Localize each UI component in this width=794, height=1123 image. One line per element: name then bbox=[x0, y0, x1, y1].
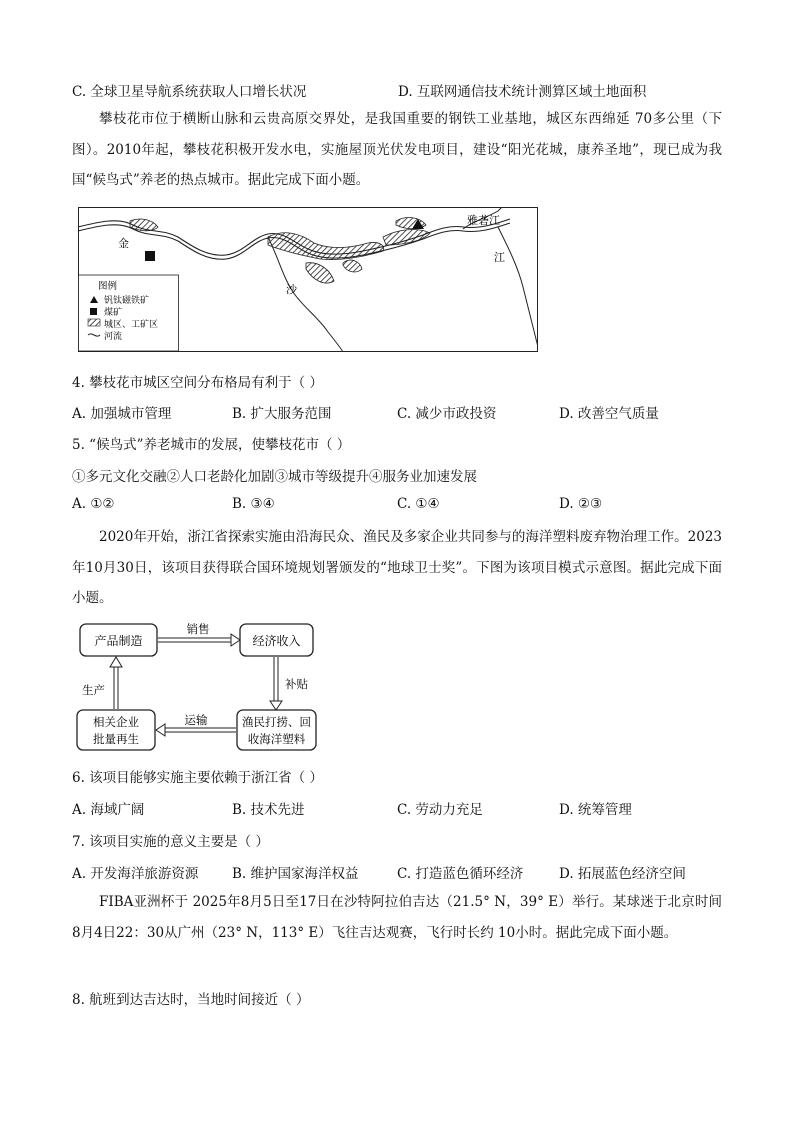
question-7-options bbox=[72, 862, 722, 882]
q7-option-c[interactable]: C. 打造蓝色循环经济 bbox=[397, 866, 524, 882]
arrow-produce bbox=[110, 657, 122, 709]
question-5-statements: ①多元文化交融②人口老龄化加剧③城市等级提升④服务业加速发展 bbox=[72, 469, 477, 485]
legend-item-coal: 煤矿 bbox=[104, 308, 123, 318]
q6-option-d[interactable]: D. 统筹管理 bbox=[559, 802, 632, 818]
legend-title: 图例 bbox=[98, 281, 118, 292]
q5-option-b[interactable]: B. ③④ bbox=[232, 496, 275, 512]
passage-panzhihua: 攀枝花市位于横断山脉和云贵高原交界处，是我国重要的钢铁工业基地，城区东西绵延 70多公里（下图）。2010年起，攀枝花积极开发水电，实施屋顶光伏发电项目，建设“阳光花城，康养圣地”，现已成为我国“候鸟式”养老的热点城市。据此完成下面小题。 bbox=[72, 111, 722, 188]
question-6-options bbox=[72, 798, 722, 818]
arrow-transport-label: 运输 bbox=[184, 713, 208, 727]
arrow-sell-label: 销售 bbox=[186, 622, 210, 636]
legend-item-urban: 城区、工矿区 bbox=[104, 320, 159, 330]
legend-hatch-icon bbox=[88, 319, 100, 326]
question-8-stem: 8. 航班到达吉达时，当地时间接近（ ） bbox=[72, 992, 310, 1008]
passage-fiba: FIBA亚洲杯于 2025年8月5日至17日在沙特阿拉伯吉达（21.5° N，39° E）举行。某球迷于北京时间8月4日22：30从广州（23° N，113° E）飞往吉达观赛，飞行时长约 10小时。据此完成下面小题。 bbox=[72, 894, 722, 941]
project-model-flowchart bbox=[76, 618, 336, 756]
q6-option-b[interactable]: B. 技术先进 bbox=[232, 802, 305, 818]
question-5-options bbox=[72, 496, 722, 516]
box-product-manufacturing-label: 产品制造 bbox=[94, 634, 143, 648]
label-jin: 金 bbox=[118, 237, 129, 250]
question-6-stem: 6. 该项目能够实施主要依赖于浙江省（ ） bbox=[72, 770, 323, 786]
question-7-stem: 7. 该项目实施的意义主要是（ ） bbox=[72, 834, 269, 850]
legend-item-ore: 钒钛磁铁矿 bbox=[104, 296, 150, 306]
legend-square-icon bbox=[90, 308, 97, 315]
box-enterprise-regeneration-line2: 批量再生 bbox=[93, 732, 139, 746]
q4-option-a[interactable]: A. 加强城市管理 bbox=[72, 406, 172, 422]
q6-option-a[interactable]: A. 海域广阔 bbox=[72, 802, 145, 818]
q4-option-c[interactable]: C. 减少市政投资 bbox=[397, 406, 497, 422]
arrow-subsidy bbox=[270, 657, 282, 710]
q7-option-a[interactable]: A. 开发海洋旅游资源 bbox=[72, 866, 199, 882]
coal-mine bbox=[145, 251, 155, 261]
question-4-stem: 4. 攀枝花市城区空间分布格局有利于（ ） bbox=[72, 375, 323, 391]
box-economic-income-label: 经济收入 bbox=[252, 634, 301, 648]
q4-option-d[interactable]: D. 改善空气质量 bbox=[559, 406, 659, 422]
q5-option-a[interactable]: A. ①② bbox=[72, 496, 115, 512]
q7-option-b[interactable]: B. 维护国家海洋权益 bbox=[232, 866, 359, 882]
option-c: C. 全球卫星导航系统获取人口增长状况 bbox=[72, 84, 307, 100]
q7-option-d[interactable]: D. 拓展蓝色经济空间 bbox=[559, 866, 686, 882]
box-fishermen-recycle-line2: 收海洋塑料 bbox=[247, 732, 306, 746]
arrow-subsidy-label: 补贴 bbox=[285, 677, 308, 691]
q4-option-b[interactable]: B. 扩大服务范围 bbox=[232, 406, 332, 422]
option-d: D. 互联网通信技术统计测算区域土地面积 bbox=[398, 84, 647, 100]
box-fishermen-recycle-line1: 渔民打捞、回 bbox=[242, 715, 311, 729]
label-sha: 沙 bbox=[286, 283, 297, 296]
legend-item-river: 河流 bbox=[104, 332, 123, 342]
previous-question-options bbox=[72, 80, 722, 100]
q6-option-c[interactable]: C. 劳动力充足 bbox=[397, 802, 483, 818]
passage-zhejiang: 2020年开始，浙江省探索实施由沿海民众、渔民及多家企业共同参与的海洋塑料废弃物治理工作。2023年10月30日，该项目获得联合国环境规划署颁发的“地球卫士奖”。下图为该项目模式示意图。据此完成下面小题。 bbox=[72, 529, 722, 606]
arrow-produce-label: 生产 bbox=[82, 683, 105, 697]
label-yalong: 雅砻江 bbox=[467, 214, 500, 227]
box-enterprise-regeneration-line1: 相关企业 bbox=[93, 715, 139, 729]
q5-option-c[interactable]: C. ①④ bbox=[397, 496, 440, 512]
question-4-options bbox=[72, 402, 722, 422]
panzhihua-map bbox=[78, 207, 538, 352]
question-5-stem: 5. “候鸟式”养老城市的发展，使攀枝花市（ ） bbox=[72, 437, 351, 453]
q5-option-d[interactable]: D. ②③ bbox=[559, 496, 603, 512]
label-jiang: 江 bbox=[494, 251, 505, 264]
